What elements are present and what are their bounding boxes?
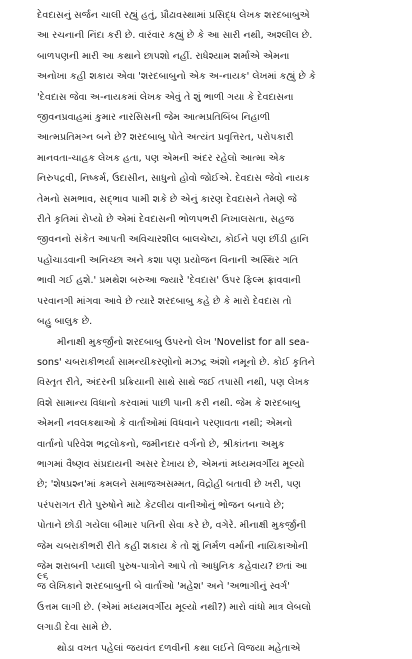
text-line: ભાગમાં વૈષ્ણવ સંપ્રદાયની અસર દેખાય છે, એમનાં મધ્યમવર્ગીય મૂલ્યો bbox=[37, 458, 305, 470]
text-line: જેમ શરાબની પ્યાલી પુરુષ-પાત્રોને આપે તો આધુનિક કહેવાય? છતાં આ bbox=[37, 560, 308, 572]
paragraph-2 bbox=[37, 333, 383, 639]
text-line: લગાડી દેવા સામે છે. bbox=[37, 622, 112, 634]
text-line: દેવદાસનું સર્જન ચાલી રહ્યું હતું, પ્રૌઢાવસ્થામાં પ્રસિદ્ધ લેખક શરદબાબુએ bbox=[37, 10, 310, 21]
page-number: ૯૬ bbox=[37, 571, 49, 582]
text-line: છે; 'શેષપ્રશ્ન'માં કમલને સમાજઅસમ્મત, વિદ્રોહી બતાવી છે ખરી, પણ bbox=[37, 479, 301, 491]
text-line: થોડા વખત પહેલાં જયવંત દળવીની કથા લઈને વિજયા મહેતાએ bbox=[57, 642, 301, 654]
text-line: sons' ચબરાકીભર્યા સામન્યીકરણોનો મઝદ્ર અંશો નમૂનો છે. કોઈ કૃતિને bbox=[37, 356, 315, 368]
text-line: પરવાનગી માંગવા આવે છે ત્યારે શરદબાબુ કહે છે કે મારો દેવદાસ તો bbox=[37, 295, 292, 307]
paragraph-3 bbox=[37, 639, 383, 659]
text-line: માનવતા-ચાહક લેખક હતા, પણ એમની અંદર રહેલો આત્મા એક bbox=[37, 152, 286, 164]
text-line: જ લેખિકાને શરદબાબુની બે વાર્તાઓ 'મહેશ' અને 'અભાગીનું સ્વર્ગ' bbox=[37, 581, 290, 593]
paragraph-1 bbox=[37, 6, 383, 333]
text-line: બહુ બાલુક છે. bbox=[37, 316, 93, 328]
text-line: બાળપણની મારી આ કથાને છાપશો નહીં. રાધેશ્યામ શર્માએ એમના bbox=[37, 50, 290, 62]
text-line: વિશે સામાન્ય વિધાનો કરવામાં પાછી પાની કરી નથી. જેમ કે શરદબાબુ bbox=[37, 397, 301, 409]
text-line: આ રચનાની નિંદા કરી છે. વારંવાર કહ્યું છે કે આ સારી નથી, અશ્લીલ છે. bbox=[37, 30, 313, 42]
text-line: જીવનનો સંકેત આપતી અવિચારશીલ બાલચેષ્ટા, કોઈને પણ છીંડી હાનિ bbox=[37, 234, 309, 246]
text-line: વિસ્તૃત રીતે, અંદરની પ્રક્રિયાની સાથે સાથે જઈ તપાસી નથી, પણ લેખક bbox=[37, 377, 310, 389]
text-line: પોતાને છોડી ગયેલા બીમાર પતિની સેવા કરે છે, વગેરે. મીનાક્ષી મુકર્જીની bbox=[37, 520, 307, 532]
text-line: રીતે કૃતિમાં રોપ્યો છે એમાં દેવદાસની ભોળપભરી નિખાલસતા, સહજ bbox=[37, 214, 295, 226]
text-line: જીવનપ્રવાહમાં કુમાર નારસિસની જેમ આત્મપ્રતિબિંબ નિહાળી bbox=[37, 112, 271, 124]
text-line: ભાવી ગઈ હશે.' પ્રમથેશ બરુઆ જ્યારે 'દેવદાસ' ઉપર ફિલ્મ ફ્રાવવાની bbox=[37, 275, 301, 287]
text-line: જેમ ચબરાકીભરી રીતે કહી શકાય કે તો શું નિર્મળ વર્માની નાયિકાઓની bbox=[37, 540, 308, 552]
text-line: વાર્તાનો પરિવેશ ભદ્રલોકનો, જમીનદાર વર્ગનો છે, શ્રીકાંતના અમુક bbox=[37, 438, 285, 450]
text-line: એમની નવલકથાઓ કે વાર્તાઓમાં વિધવાને પરણાવતા નથી; એમનો bbox=[37, 418, 293, 430]
text-line: તેમનો સમભાવ, સદ્ભાવ પામી શકે છે એનું કારણ દેવદાસને તેમણે જે bbox=[37, 193, 297, 205]
text-line: આત્મપ્રતિમગ્ન બને છે? શરદબાબુ પોતે અત્યંત પ્રવૃત્તિરત, પરોપકારી bbox=[37, 132, 294, 144]
text-line: મીનાક્ષી મુકર્જીનો શરદબાબુ ઉપરનો લેખ 'Novelist for all sea- bbox=[57, 336, 310, 348]
text-line: પરંપરાગત રીતે પુરુષોને માટે કેટલીય વાનીઓનું ભોજન બનાવે છે; bbox=[37, 499, 285, 511]
text-line: 'દેવદાસ જેવા અ-નાયકમાં લેખક એવું તે શું ભાળી ગયા કે દેવદાસના bbox=[37, 91, 294, 103]
text-line: નિરુપદ્રવી, નિષ્કર્મ, ઉદાસીન, સાધુનો હોવો જોઈએ. દેવદાસ જેવો નાયક bbox=[37, 173, 310, 185]
text-line: ઉત્તમ લાગી છે. (એમાં મધ્યમવર્ગીય મૂલ્યો નથી?) મારો વાંધો માત્ર લેબલો bbox=[37, 601, 312, 613]
text-line: પહોંચાડવાની અનિચ્છા અને કશા પણ પ્રયોજન વિનાની અસ્થિર ગતિ bbox=[37, 254, 299, 266]
document-page bbox=[37, 6, 383, 659]
text-line: અનોખા કહી શકાય એવા 'શરદબાબુનો એક અ-નાયક' લેખમાં કહ્યું છે કે bbox=[37, 71, 316, 83]
